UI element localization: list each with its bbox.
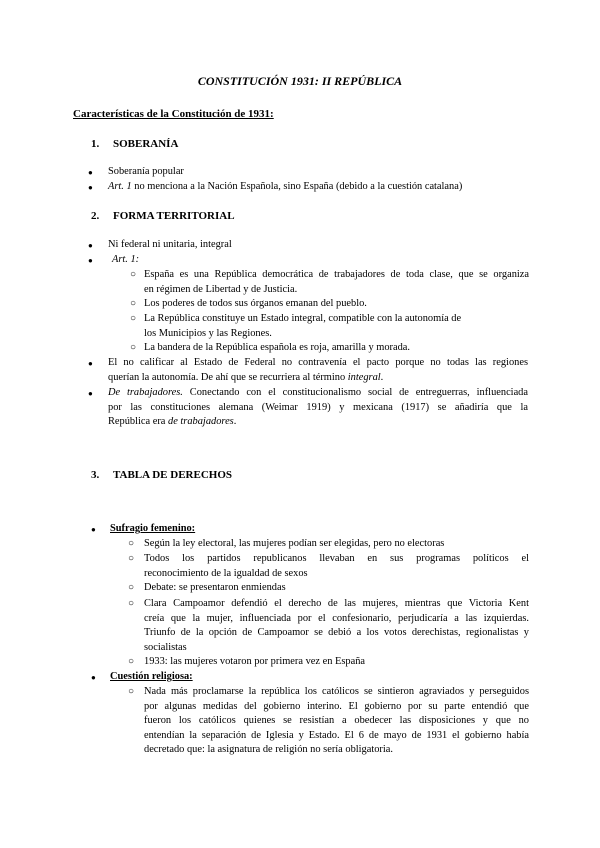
- circle-bullet-icon: ○: [128, 598, 135, 609]
- list-item-text: Art. 1 no menciona a la Nación Española, sino España (debido a la cuestión catalana): [108, 181, 463, 192]
- sub-list-text: en régimen de Libertad y de Justicia.: [144, 283, 298, 295]
- sub-list-text: Todos los partidos republicanos llevaban en sus programas políticos el: [144, 553, 529, 564]
- sub-list-text: Clara Campoamor defendió el derecho de las mujeres, mientras que Victoria Kent: [144, 598, 529, 609]
- circle-bullet-icon: ○: [130, 269, 137, 280]
- sub-list-text: España es una República democrática de trabajadores de toda clase, que se organiza: [144, 269, 529, 280]
- page-title: CONSTITUCIÓN 1931: II REPÚBLICA: [197, 74, 403, 88]
- sub-list-text: fueron los católicos quienes se resistían a obedecer las disposiciones y que no: [144, 715, 529, 726]
- section-3-heading: [91, 469, 232, 481]
- list-item-text: Soberanía popular: [108, 166, 184, 177]
- sub-list-text: La bandera de la República española es roja, amarilla y morada.: [144, 342, 410, 353]
- list-item-text: República era de trabajadores.: [108, 416, 237, 427]
- section-2-heading: [91, 210, 235, 222]
- circle-bullet-icon: ○: [128, 553, 135, 564]
- section-title: FORMA TERRITORIAL: [113, 210, 235, 222]
- section-number: 1.: [91, 138, 100, 150]
- sub-list-text: Nada más proclamarse la república los católicos se sintieron agraviados y perseguidos: [144, 686, 529, 697]
- bullet-icon: ●: [88, 359, 93, 368]
- list-item-text: Ni federal ni unitaria, integral: [108, 239, 232, 250]
- list-item-text: El no calificar al Estado de Federal no contravenía el pacto porque no todas las regiones: [108, 357, 528, 368]
- sub-list-text: La República constituye un Estado integral, compatible con la autonomía de: [144, 313, 462, 324]
- sub-list-text: Según la ley electoral, las mujeres podían ser elegidas, pero no electoras: [144, 538, 445, 549]
- circle-bullet-icon: ○: [128, 582, 135, 593]
- sub-list-text: reconocimiento de la igualdad de sexos: [144, 567, 308, 579]
- sub-list-text: Triunfo de la opción de Campoamor se debió a los votos derechistas, regionalistas y: [144, 627, 529, 638]
- section-number: 2.: [91, 210, 100, 222]
- section-1-heading: [91, 138, 178, 150]
- sub-list-text: Los poderes de todos sus órganos emanan del pueblo.: [144, 298, 367, 309]
- list-item-text: querían la autonomía. De ahí que se recurriera al término integral.: [108, 371, 384, 383]
- section-number: 3.: [91, 469, 100, 481]
- list-item-text: Cuestión religiosa:: [110, 671, 193, 682]
- list-item-text: Art. 1:: [112, 254, 140, 265]
- bullet-icon: ●: [88, 241, 93, 250]
- sub-list-text: 1933: las mujeres votaron por primera vez en España: [144, 656, 366, 667]
- bullet-icon: ●: [88, 389, 93, 398]
- section-title: SOBERANÍA: [113, 138, 179, 150]
- sub-list-text: creía que la mujer, influenciada por el confesionario, perjudicaría a las izquierdas.: [144, 612, 529, 624]
- subtitle: Características de la Constitución de 1931:: [73, 108, 274, 120]
- sub-list-text: por algunas medidas del gobierno interino. El gobierno por su parte entendió que: [144, 700, 529, 712]
- sub-list-text: los Municipios y las Regiones.: [144, 327, 272, 339]
- bullet-icon: ●: [88, 256, 93, 265]
- sub-list-text: socialistas: [144, 641, 187, 653]
- list-item-text: Sufragio femenino:: [110, 523, 196, 534]
- circle-bullet-icon: ○: [128, 686, 135, 697]
- section-title: TABLA DE DERECHOS: [113, 469, 232, 481]
- circle-bullet-icon: ○: [130, 342, 137, 353]
- sub-list-text: decretado que: la asignatura de religión no sería obligatoria.: [144, 744, 393, 755]
- bullet-icon: ●: [91, 673, 96, 682]
- list-item-text: De trabajadores. Conectando con el constitucionalismo social de entreguerras, influenciada: [108, 387, 528, 398]
- bullet-icon: ●: [91, 525, 96, 534]
- sub-list-text: entendían la separación de Iglesia y Estado. El 6 de mayo de 1931 el gobierno había: [144, 729, 529, 741]
- circle-bullet-icon: ○: [128, 538, 135, 549]
- circle-bullet-icon: ○: [130, 298, 137, 309]
- circle-bullet-icon: ○: [130, 313, 137, 324]
- bullet-icon: ●: [88, 183, 93, 192]
- circle-bullet-icon: ○: [128, 656, 135, 667]
- sub-list-text: Debate: se presentaron enmiendas: [144, 582, 286, 593]
- bullet-icon: ●: [88, 168, 93, 177]
- list-item-text: por las constituciones alemana (Weimar 1919) y mexicana (1917) se añadiría que la: [108, 401, 528, 413]
